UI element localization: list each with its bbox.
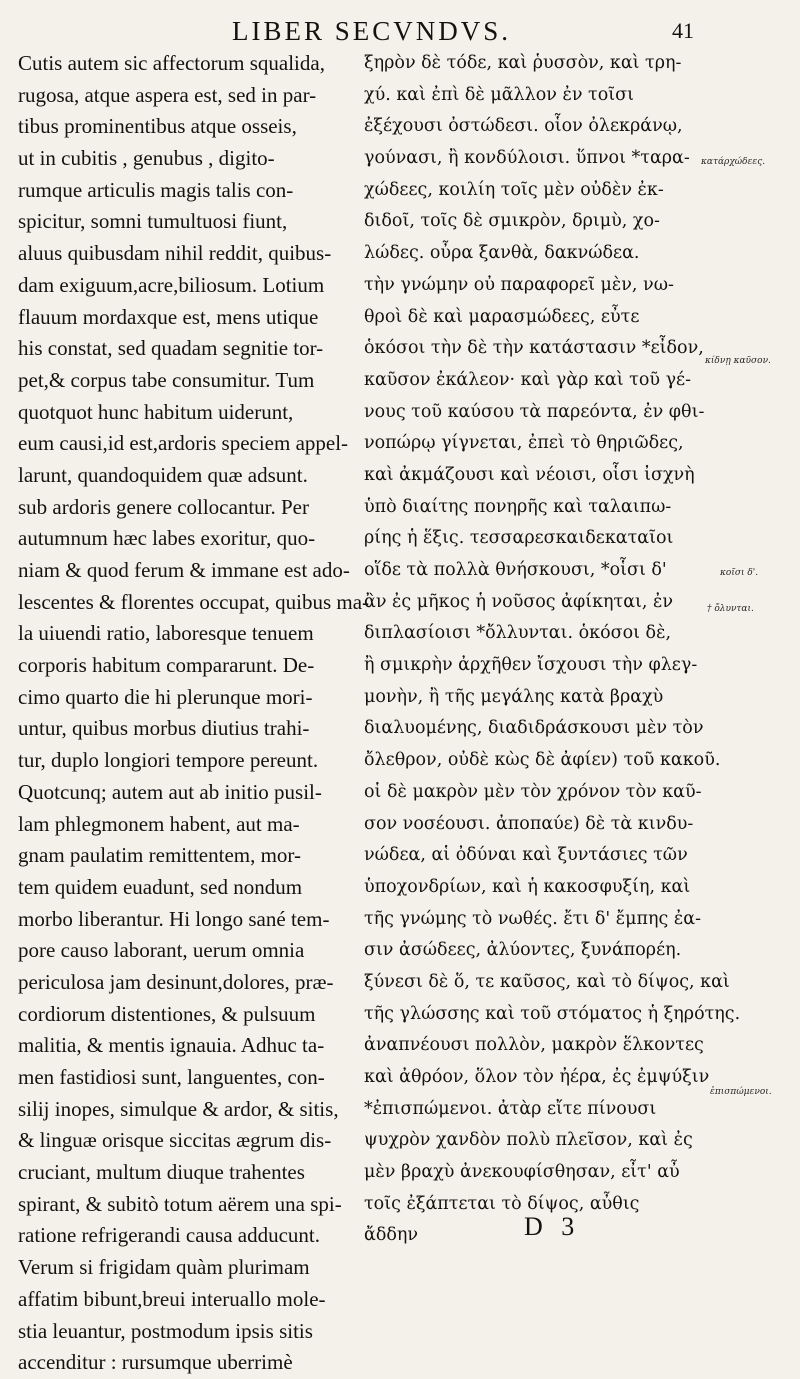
greek-line: θροὶ δὲ καὶ μαρασμώδεες, εὖτε xyxy=(364,306,640,327)
greek-line: οἵδε τὰ πολλὰ θνήσκουσι, *οἷσι δ' xyxy=(364,560,667,580)
greek-line: *ἐπισπώμενοι. ἀτὰρ εἴτε πίνουσι xyxy=(364,1098,657,1119)
greek-line: χώδεες, κοιλίη τοῖς μὲν οὐδὲν ἐκ- xyxy=(364,179,664,200)
greek-line: ρίης ἡ ἕξις. τεσσαρεσκαιδεκαταῖοι xyxy=(364,528,674,549)
latin-line: Cutis autem sic affectorum squalida, xyxy=(18,51,325,75)
greek-line: ψυχρὸν χανδὸν πολὺ πλεῖσον, καὶ ἐς xyxy=(364,1130,693,1151)
latin-line: flauum mordaxque est, mens utique xyxy=(18,304,319,329)
latin-line: cordiorum distentiones, & pulsuum xyxy=(18,1001,316,1026)
latin-line: accenditur : rursumque uberrimè xyxy=(18,1350,293,1375)
latin-line: spicitur, somni tumultuosi fiunt, xyxy=(18,209,288,234)
greek-line: ὄλεθρον, οὐδὲ κὼς δὲ ἀφίεν) τοῦ κακοῦ. xyxy=(364,750,721,771)
greek-line: ἀναπνέουσι πολλὸν, μακρὸν ἕλκοντες xyxy=(364,1035,704,1056)
latin-column xyxy=(18,48,370,1379)
latin-line: rugosa, atque aspera est, sed in par- xyxy=(18,82,317,107)
margin-note: ἐπισπώμενοι. xyxy=(710,1087,772,1097)
latin-line: his constat, sed quadam segnitie tor- xyxy=(18,336,324,361)
latin-line: la uiuendi ratio, laboresque tenuem xyxy=(18,621,314,646)
latin-line: pore causo laborant, uerum omnia xyxy=(18,938,305,963)
latin-line: periculosa jam desinunt,dolores, præ- xyxy=(18,969,334,994)
latin-line: autumnum hæc labes exoritur, quo- xyxy=(18,526,316,551)
latin-line: ratione refrigerandi causa adducunt. xyxy=(18,1223,321,1248)
greek-line: μονὴν, ἢ τῆς μεγάλης κατὰ βραχὺ xyxy=(364,686,664,707)
greek-line: ὁκόσοι τὴν δὲ τὴν κατάστασιν *εἶδον, xyxy=(364,338,704,359)
latin-line: stia leuantur, postmodum ipsis sitis xyxy=(18,1318,313,1343)
greek-line: καὶ ἀκμάζουσι καὶ νέοισι, οἷσι ἰσχνὴ xyxy=(364,464,695,485)
greek-line: ἂν ἐς μῆκος ἡ νοῦσος ἀφίκηται, ἐν xyxy=(364,591,674,612)
latin-line: pet,& corpus tabe consumitur. Tum xyxy=(18,367,315,392)
latin-line: tem quidem euadunt, sed nondum xyxy=(18,874,303,899)
latin-line: Verum si frigidam quàm plurimam xyxy=(18,1255,310,1280)
greek-line: διαλυομένης, διαδιδράσκουσι μὲν τὸν xyxy=(364,718,704,739)
latin-line: untur, quibus morbus diutius trahi- xyxy=(18,716,310,741)
page-number: 41 xyxy=(672,18,694,43)
latin-line: tibus prominentibus atque osseis, xyxy=(18,114,297,139)
latin-line: rumque articulis magis talis con- xyxy=(18,177,294,202)
latin-line: gnam paulatim remittentem, mor- xyxy=(18,843,301,868)
greek-line: σιν ἀσώδεες, ἀλύοντες, ξυνάπορέη. xyxy=(364,940,682,961)
latin-line: ut in cubitis , genubus , digito- xyxy=(18,146,275,171)
margin-note: † ὄλυνται. xyxy=(707,604,754,614)
greek-line: ὑπὸ διαίτης πονηρῆς καὶ ταλαιπω- xyxy=(364,496,672,517)
latin-line: malitia, & mentis ignauia. Adhuc ta- xyxy=(18,1033,325,1058)
latin-line: dam exiguum,acre,biliosum. Lotium xyxy=(18,272,325,297)
margin-note: κοῖσι δ'. xyxy=(720,568,759,578)
margin-note: κίδνῃ καῦσον. xyxy=(705,356,771,366)
latin-line: niam & quod ferum & immane est ado- xyxy=(18,558,350,582)
greek-line: ἐξέχουσι ὀστώδεσι. οἷον ὀλεκράνῳ, xyxy=(364,116,683,137)
greek-line: ὑποχονδρίων, καὶ ἡ κακοσφυξίη, καὶ xyxy=(364,876,691,897)
greek-line: τῆς γνώμης τὸ νωθές. ἔτι δ' ἔμπης ἐα- xyxy=(364,908,701,929)
latin-line: tur, duplo longiori tempore pereunt. xyxy=(18,748,319,773)
greek-line: χύ. καὶ ἐπὶ δὲ μᾶλλον ἐν τοῖσι xyxy=(364,84,634,105)
latin-line: spirant, & subitò totum aërem una spi- xyxy=(18,1191,342,1216)
greek-line: σον νοσέουσι. ἀποπαύε) δὲ τὰ κινδυ- xyxy=(364,813,694,834)
latin-line: lam phlegmonem habent, aut ma- xyxy=(18,811,300,836)
latin-line: corporis habitum compararunt. De- xyxy=(18,653,315,678)
running-header xyxy=(0,6,800,46)
signature-mark: D 3 xyxy=(524,1212,581,1241)
running-title: LIBER SECVNDVS. xyxy=(232,16,512,46)
greek-line: λώδες. οὖρα ξανθὰ, δακνώδεα. xyxy=(364,243,640,264)
latin-line: morbo liberantur. Hi longo sané tem- xyxy=(18,906,330,931)
greek-line: νοπώρῳ γίγνεται, ἐπεὶ τὸ θηριῶδες, xyxy=(364,433,684,454)
greek-line: μὲν βραχὺ ἀνεκουφίσθησαν, εἶτ' αὖ xyxy=(364,1162,680,1183)
greek-line: καὶ ἀθρόον, ὅλον τὸν ἠέρα, ἐς ἐμψύξιν xyxy=(364,1067,710,1087)
greek-line: οἱ δὲ μακρὸν μὲν τὸν χρόνον τὸν καῦ- xyxy=(364,781,702,802)
greek-line: ἢ σμικρὴν ἀρχῆθεν ἴσχουσι τὴν φλεγ- xyxy=(364,655,698,676)
latin-line: cruciant, multum diuque trahentes xyxy=(18,1160,305,1185)
latin-line: men fastidiosi sunt, languentes, con- xyxy=(18,1065,325,1089)
latin-line: lescentes & florentes occupat, quibus ma- xyxy=(18,589,370,614)
latin-line: silij inopes, simulque & ardor, & sitis, xyxy=(18,1096,339,1121)
margin-note: κατάρχώδεες. xyxy=(701,157,766,167)
greek-line: καῦσον ἐκάλεον· καὶ γὰρ καὶ τοῦ γέ- xyxy=(364,369,692,390)
greek-line: διδοῖ, τοῖς δὲ σμικρὸν, δριμὺ, χο- xyxy=(364,211,660,232)
latin-line: quotquot hunc habitum uiderunt, xyxy=(18,399,294,424)
greek-line: νους τοῦ καύσου τὰ παρεόντα, ἐν φθι- xyxy=(364,401,705,422)
greek-line: γούνασι, ἢ κονδύλοισι. ὕπνοι *ταρα- xyxy=(364,148,690,169)
latin-line: eum causi,id est,ardoris speciem appel- xyxy=(18,431,349,456)
greek-line: νώδεα, αἱ ὀδύναι καὶ ξυντάσιες τῶν xyxy=(364,845,688,866)
greek-line: ἄδδην xyxy=(364,1225,419,1246)
latin-line: Quotcunq; autem aut ab initio pusil- xyxy=(18,779,322,804)
latin-line: & linguæ orisque siccitas ægrum dis- xyxy=(18,1128,332,1153)
latin-line: aluus quibusdam nihil reddit, quibus- xyxy=(18,241,332,266)
greek-line: ξύνεσι δὲ ὅ, τε καῦσος, καὶ τὸ δίψος, καὶ xyxy=(364,971,730,992)
latin-line: cimo quarto die hi plerunque mori- xyxy=(18,684,313,709)
latin-line: larunt, quandoquidem quæ adsunt. xyxy=(18,462,308,487)
greek-line: ξηρὸν δὲ τόδε, καὶ ῥυσσὸν, καὶ τρη- xyxy=(364,53,682,73)
greek-line: τῆς γλώσσης καὶ τοῦ στόματος ἡ ξηρότης. xyxy=(364,1003,741,1024)
greek-line: τοῖς ἐξάπτεται τὸ δίψος, αὖθις xyxy=(364,1193,640,1214)
greek-line: τὴν γνώμην οὐ παραφορεῖ μὲν, νω- xyxy=(364,274,674,295)
latin-line: sub ardoris genere collocantur. Per xyxy=(18,494,309,519)
greek-line: διπλασίοισι *ὄλλυνται. ὁκόσοι δὲ, xyxy=(364,623,672,644)
latin-line: affatim bibunt,breui interuallo mole- xyxy=(18,1286,326,1311)
